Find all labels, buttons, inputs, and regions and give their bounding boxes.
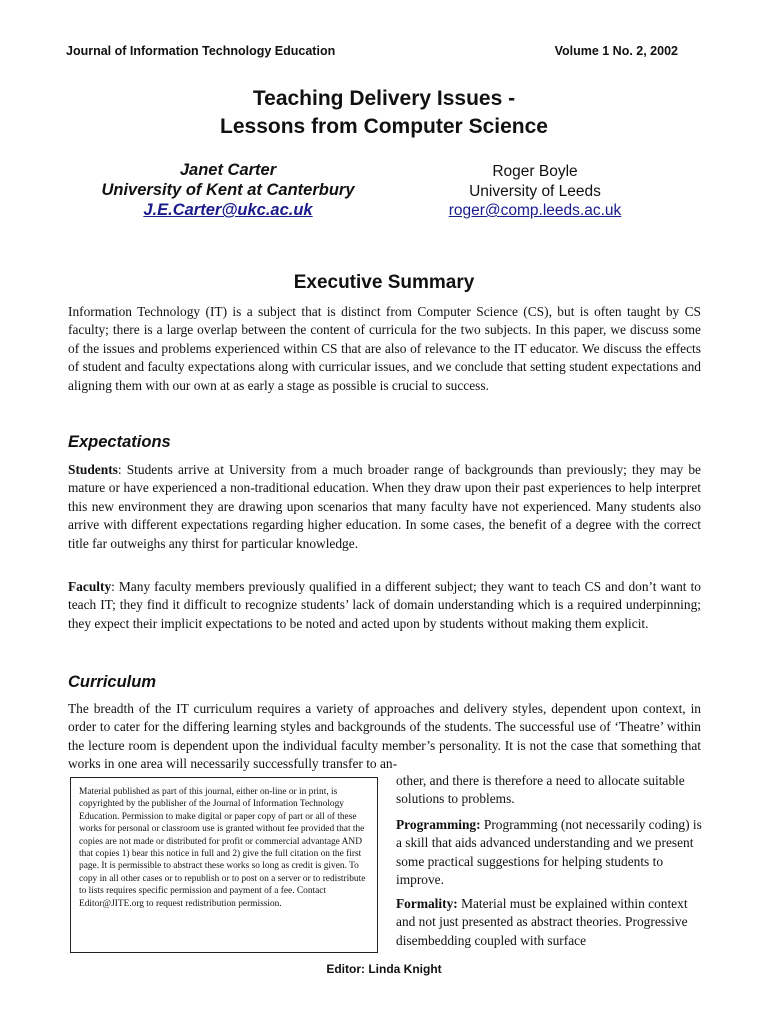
programming-paragraph bbox=[396, 816, 708, 890]
programming-text: Programming (not necessarily coding) is a skill that aids advanced understanding and we present some practical suggestions for helping students to improve. bbox=[396, 817, 702, 888]
title-line-2: Lessons from Computer Science bbox=[220, 115, 548, 138]
faculty-label: Faculty bbox=[68, 579, 112, 594]
programming-label: Programming: bbox=[396, 817, 481, 832]
author-block-2 bbox=[405, 162, 665, 221]
paper-title bbox=[0, 85, 768, 141]
faculty-paragraph bbox=[68, 578, 701, 633]
curriculum-continued: other, and there is therefore a need to allocate suitable solutions to problems. bbox=[396, 773, 685, 807]
author-affiliation: University of Leeds bbox=[469, 182, 601, 200]
formality-paragraph bbox=[396, 895, 708, 950]
executive-summary-paragraph: Information Technology (IT) is a subject that is distinct from Computer Science (CS), but is often taught by CS faculty; there is a large overlap between the content of curricula for the two subjects. In this paper, we discuss some of the issues and problems experienced within CS that are also of relevance to the IT educator. We discuss the effects of student and faculty expectations along with curricular issues, and we conclude that setting student expectations and aligning them with our own at as early a stage as possible is crucial to success. bbox=[68, 304, 701, 393]
author-block-1 bbox=[88, 160, 368, 220]
author-email-link[interactable]: J.E.Carter@ukc.ac.uk bbox=[143, 201, 313, 219]
students-paragraph bbox=[68, 461, 701, 553]
copyright-notice-text: Material published as part of this journal, either on-line or in print, is copyrighted by the publisher of the Journal of Information Technology Education. Permission to make digital or paper copy of part or all of these works for personal or classroom use is granted without fee provided that the copies are not made or distributed for profit or commercial advantage AND that copies 1) bear this notice in full and 2) give the full citation on the first page. It is permissible to abstract these works so long as credit is given. To copy in all other cases or to republish or to post on a server or to redistribute to lists requires specific permission and payment of a fee. Contact Editor@JITE.org to request redistribution permission. bbox=[79, 787, 366, 909]
author-name: Roger Boyle bbox=[492, 163, 578, 180]
students-label: Students bbox=[68, 462, 118, 477]
students-text: : Students arrive at University from a much broader range of backgrounds than previously; they may be mature or have experienced a non-traditional education. When they draw upon their past experiences to help interpret this new environment they are drawing upon scenarios that many faculty have not experienced. Many students also arrive with different expectations regarding higher education. In some cases, the benefit of a degree with the correct title far outweighs any thirst for particular knowledge. bbox=[68, 462, 701, 551]
curriculum-heading: Curriculum bbox=[68, 673, 157, 691]
executive-summary-heading: Executive Summary bbox=[293, 272, 475, 293]
editor-footer: Editor: Linda Knight bbox=[326, 962, 442, 976]
author-affiliation: University of Kent at Canterbury bbox=[101, 181, 355, 199]
copyright-notice-box bbox=[70, 777, 378, 953]
curriculum-paragraph: The breadth of the IT curriculum requires a variety of approaches and delivery styles, dependent upon context, in order to cater for the differing learning styles and backgrounds of the students. The successful use of ‘Theatre’ within the lecture room is dependent upon the individual faculty member’s personality. It is not the case that something that works in one area will necessarily successfully transfer to an- bbox=[68, 701, 701, 772]
title-line-1: Teaching Delivery Issues - bbox=[252, 87, 516, 110]
expectations-heading: Expectations bbox=[68, 433, 171, 451]
volume-info: Volume 1 No. 2, 2002 bbox=[554, 44, 678, 58]
formality-label: Formality: bbox=[396, 896, 458, 911]
author-name: Janet Carter bbox=[179, 161, 277, 179]
running-header bbox=[66, 44, 678, 58]
formality-text: Material must be explained within context and not just presented as abstract theories. Progressive disembedding coupled with surface bbox=[396, 896, 688, 948]
author-email-link[interactable]: roger@comp.leeds.ac.uk bbox=[448, 202, 622, 219]
faculty-text: : Many faculty members previously qualified in a different subject; they want to teach CS and don’t want to teach IT; they find it difficult to recognize students’ lack of domain understanding which is a required underpinning; they expect their implicit expectations to be noted and acted upon by students without making them explicit. bbox=[68, 579, 701, 631]
journal-name: Journal of Information Technology Education bbox=[66, 44, 336, 58]
